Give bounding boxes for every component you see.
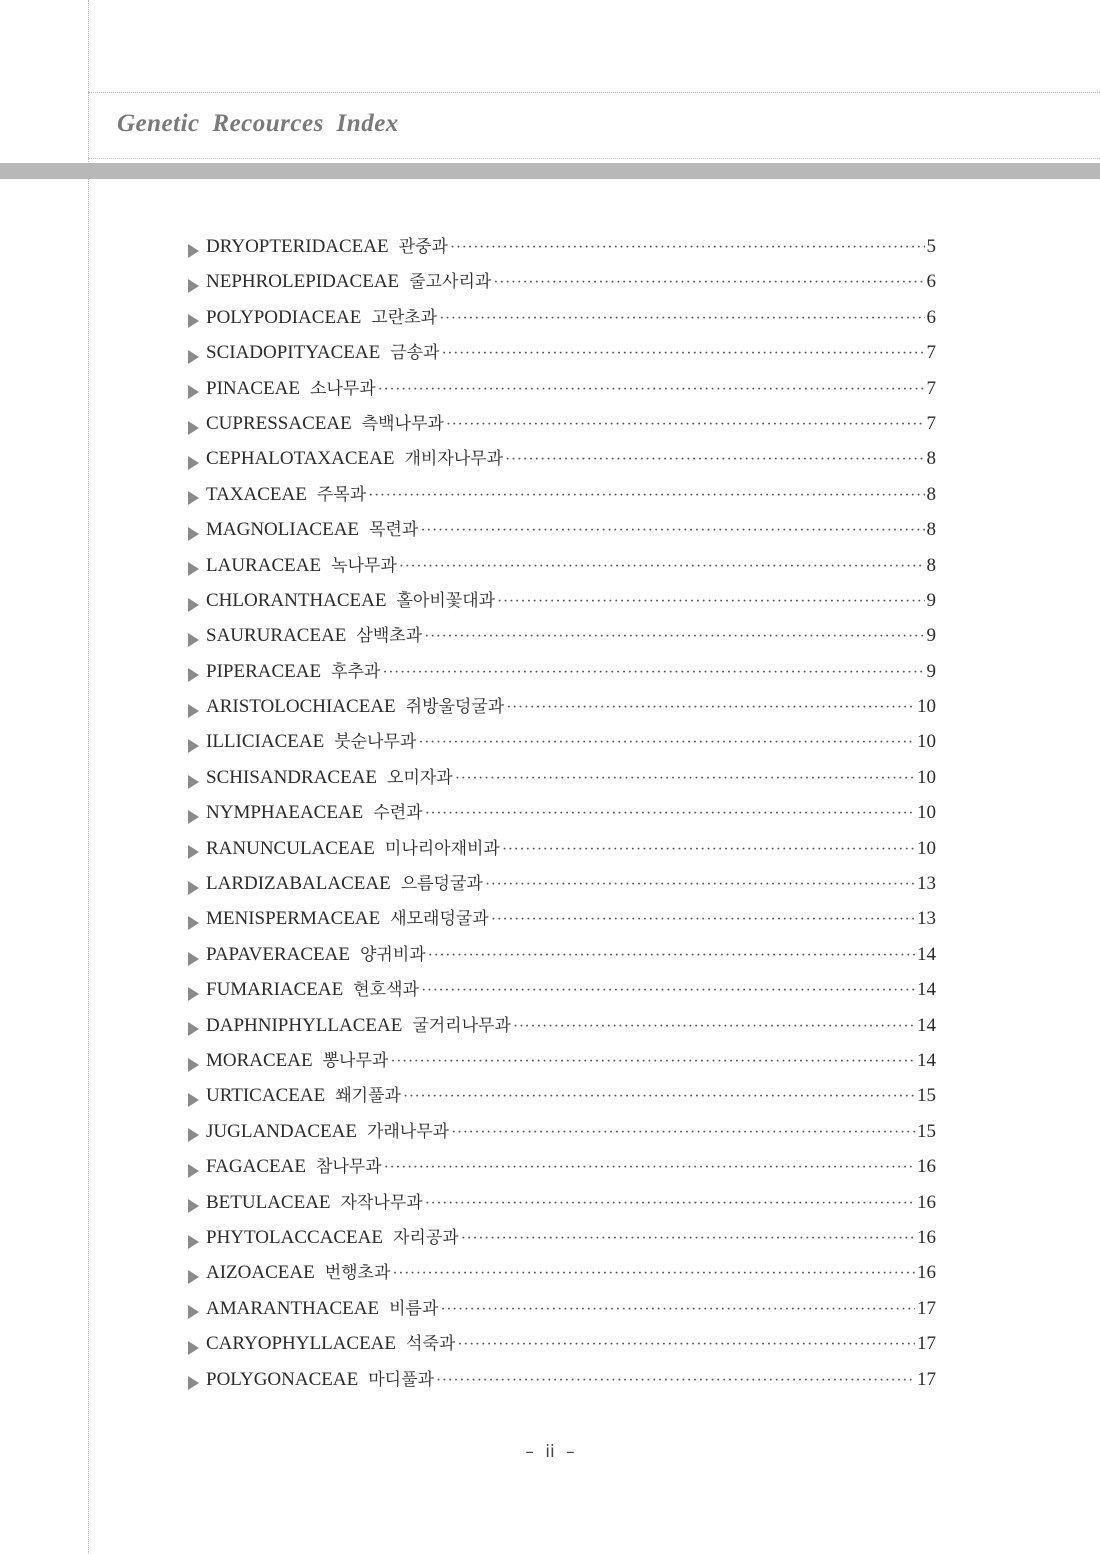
family-latin-name: NYMPHAEACEAE [206, 802, 364, 824]
toc-page-number: 13 [917, 908, 936, 930]
dot-leader [382, 661, 924, 683]
triangle-bullet-icon [188, 987, 199, 1001]
triangle-bullet-icon [188, 1270, 199, 1284]
family-latin-name: POLYPODIACEAE [206, 306, 362, 328]
family-latin-name: CEPHALOTAXACEAE [206, 448, 395, 470]
family-korean-name: 새모래덩굴과 [390, 909, 489, 930]
family-latin-name: MORACEAE [206, 1049, 313, 1071]
family-korean-name: 붓순나무과 [334, 732, 417, 753]
dot-leader [392, 1262, 915, 1284]
toc-entry[interactable] [188, 551, 936, 586]
toc-entry[interactable] [188, 1152, 936, 1187]
toc-entry[interactable] [188, 480, 936, 515]
toc-entry[interactable] [188, 904, 936, 939]
toc-page-number: 7 [926, 412, 936, 434]
family-latin-name: RANUNCULACEAE [206, 837, 375, 859]
triangle-bullet-icon [188, 1305, 199, 1319]
toc-page-number: 16 [917, 1156, 936, 1178]
family-korean-name: 주목과 [316, 484, 367, 505]
family-latin-name: NEPHROLEPIDACEAE [206, 271, 400, 293]
family-latin-name: SAURURACEAE [206, 625, 347, 647]
triangle-bullet-icon [188, 527, 199, 541]
triangle-bullet-icon [188, 491, 199, 505]
dot-leader [440, 1298, 915, 1320]
family-latin-name: MENISPERMACEAE [206, 908, 381, 930]
toc-entry[interactable] [188, 409, 936, 444]
triangle-bullet-icon [188, 598, 199, 612]
toc-entry[interactable] [188, 1258, 936, 1293]
family-korean-name: 후추과 [331, 661, 381, 682]
toc-page-number: 6 [926, 271, 936, 293]
triangle-bullet-icon [188, 775, 199, 789]
family-latin-name: PIPERACEAE [206, 660, 322, 682]
triangle-bullet-icon [188, 633, 199, 647]
toc-entry[interactable] [188, 1081, 936, 1116]
dot-leader [378, 378, 925, 400]
toc-entry[interactable] [188, 692, 936, 727]
toc-page-number: 6 [926, 306, 936, 328]
margin-line-vertical [88, 0, 89, 1554]
toc-entry[interactable] [188, 727, 936, 762]
triangle-bullet-icon [188, 314, 199, 328]
family-latin-name: PAPAVERACEAE [206, 943, 350, 965]
family-korean-name: 현호색과 [353, 980, 419, 1001]
toc-entry[interactable] [188, 232, 936, 267]
family-latin-name: BETULACEAE [206, 1191, 331, 1213]
family-latin-name: POLYGONACEAE [206, 1368, 359, 1390]
family-korean-name: 참나무과 [315, 1157, 382, 1178]
dot-leader [513, 1015, 915, 1037]
dot-leader [390, 1050, 915, 1072]
family-korean-name: 마디풀과 [368, 1369, 434, 1390]
toc-page-number: 8 [926, 448, 936, 470]
toc-page-number: 9 [926, 660, 936, 682]
toc-page-number: 7 [926, 377, 936, 399]
toc-page-number: 10 [917, 731, 936, 753]
triangle-bullet-icon [188, 562, 199, 576]
toc-entry[interactable] [188, 763, 936, 798]
triangle-bullet-icon [188, 385, 199, 399]
family-korean-name: 비름과 [389, 1298, 439, 1319]
triangle-bullet-icon [188, 810, 199, 824]
dot-leader [420, 519, 924, 541]
family-latin-name: SCHISANDRACEAE [206, 766, 378, 788]
toc-page-number: 15 [917, 1085, 936, 1107]
family-korean-name: 수련과 [373, 803, 423, 824]
toc-page-number: 10 [917, 766, 936, 788]
family-latin-name: JUGLANDACEAE [206, 1120, 357, 1142]
toc-page-number: 10 [917, 696, 936, 718]
family-korean-name: 자작나무과 [340, 1192, 423, 1213]
family-latin-name: DAPHNIPHYLLACEAE [206, 1014, 403, 1036]
toc-entry[interactable] [188, 1117, 936, 1152]
family-korean-name: 으름덩굴과 [400, 874, 483, 895]
dot-leader [451, 1121, 915, 1143]
family-korean-name: 녹나무과 [331, 555, 397, 576]
dot-leader [428, 944, 915, 966]
family-korean-name: 소나무과 [309, 378, 376, 399]
family-korean-name: 석죽과 [406, 1334, 456, 1355]
dot-leader [505, 448, 924, 470]
family-latin-name: PHYTOLACCACEAE [206, 1226, 383, 1248]
family-latin-name: SCIADOPITYACEAE [206, 342, 381, 364]
triangle-bullet-icon [188, 350, 199, 364]
triangle-bullet-icon [188, 421, 199, 435]
toc-page-number: 16 [917, 1226, 936, 1248]
toc-entry[interactable] [188, 374, 936, 409]
toc-page-number: 9 [926, 589, 936, 611]
family-latin-name: PINACEAE [206, 377, 300, 399]
dot-leader [506, 696, 915, 718]
family-latin-name: ARISTOLOCHIACEAE [206, 696, 396, 718]
triangle-bullet-icon [188, 1022, 199, 1036]
family-korean-name: 관중과 [398, 237, 448, 257]
family-latin-name: FUMARIACEAE [206, 979, 344, 1001]
table-of-contents [188, 232, 936, 1400]
toc-page-number: 15 [917, 1120, 936, 1142]
toc-entry[interactable] [188, 798, 936, 833]
toc-page-number: 7 [926, 342, 936, 364]
toc-page-number: 14 [917, 1049, 936, 1071]
toc-page-number: 13 [917, 873, 936, 895]
triangle-bullet-icon [188, 1164, 199, 1178]
triangle-bullet-icon [188, 456, 199, 470]
family-korean-name: 목련과 [369, 520, 419, 541]
triangle-bullet-icon [188, 952, 199, 966]
toc-entry[interactable] [188, 444, 936, 479]
dot-leader [368, 484, 924, 506]
toc-page-number: 16 [917, 1262, 936, 1284]
toc-entry[interactable] [188, 1329, 936, 1364]
triangle-bullet-icon [188, 916, 199, 930]
toc-page-number: 9 [926, 625, 936, 647]
triangle-bullet-icon [188, 1058, 199, 1072]
toc-entry[interactable] [188, 515, 936, 550]
family-korean-name: 뽕나무과 [322, 1050, 389, 1071]
dot-leader [425, 802, 915, 824]
toc-entry[interactable] [188, 1011, 936, 1046]
dot-leader [450, 236, 925, 258]
family-korean-name: 가래나무과 [366, 1121, 450, 1142]
triangle-bullet-icon [188, 244, 199, 258]
dot-leader [441, 342, 924, 364]
family-korean-name: 줄고사리과 [409, 272, 492, 293]
triangle-bullet-icon [188, 668, 199, 682]
dot-leader [455, 767, 915, 789]
family-latin-name: FAGACEAE [206, 1156, 306, 1178]
triangle-bullet-icon [188, 704, 199, 718]
family-korean-name: 측백나무과 [361, 413, 444, 434]
dot-leader [421, 979, 915, 1001]
toc-entry[interactable] [188, 657, 936, 692]
header-rule-top [88, 92, 1100, 93]
dot-leader [384, 1156, 915, 1178]
family-latin-name: LAURACEAE [206, 554, 322, 576]
family-latin-name: DRYOPTERIDACEAE [206, 236, 389, 257]
family-korean-name: 홀아비꽃대과 [396, 590, 496, 611]
family-korean-name: 쥐방울덩굴과 [405, 697, 505, 718]
dot-leader [399, 555, 925, 577]
dot-leader [461, 1227, 915, 1249]
toc-page-number: 14 [917, 943, 936, 965]
toc-page-number: 17 [917, 1333, 936, 1355]
family-korean-name: 자리공과 [393, 1227, 459, 1248]
toc-page-number: 16 [917, 1191, 936, 1213]
triangle-bullet-icon [188, 1199, 199, 1213]
triangle-bullet-icon [188, 1128, 199, 1142]
dot-leader [424, 625, 924, 647]
toc-page-number: 8 [926, 519, 936, 541]
dot-leader [446, 413, 925, 435]
family-korean-name: 양귀비과 [359, 944, 426, 965]
family-latin-name: CHLORANTHACEAE [206, 589, 387, 611]
triangle-bullet-icon [188, 845, 199, 859]
dot-leader [403, 1085, 915, 1107]
dot-leader [497, 590, 924, 612]
toc-entry[interactable] [188, 834, 936, 869]
family-latin-name: LARDIZABALACEAE [206, 873, 391, 895]
toc-entry[interactable] [188, 338, 936, 373]
family-korean-name: 삼백초과 [356, 626, 423, 647]
toc-entry[interactable] [188, 975, 936, 1010]
family-korean-name: 미나리아재비과 [384, 838, 500, 859]
toc-page-number: 14 [917, 1014, 936, 1036]
family-korean-name: 고란초과 [371, 307, 438, 328]
family-korean-name: 오미자과 [387, 767, 453, 788]
toc-entry[interactable] [188, 1188, 936, 1223]
dot-leader [425, 1192, 915, 1214]
family-korean-name: 개비자나무과 [404, 449, 504, 470]
dot-leader [502, 838, 915, 860]
dot-leader [493, 271, 924, 293]
triangle-bullet-icon [188, 1341, 199, 1355]
dot-leader [491, 908, 915, 930]
family-korean-name: 굴거리나무과 [412, 1015, 511, 1036]
toc-entry[interactable] [188, 303, 936, 338]
dot-leader [436, 1369, 915, 1391]
triangle-bullet-icon [188, 279, 199, 293]
triangle-bullet-icon [188, 881, 199, 895]
family-korean-name: 쐐기풀과 [335, 1086, 401, 1107]
family-korean-name: 금송과 [390, 343, 440, 364]
toc-page-number: 8 [926, 554, 936, 576]
toc-page-number: 8 [926, 483, 936, 505]
family-latin-name: AMARANTHACEAE [206, 1297, 380, 1319]
toc-page-number: 10 [917, 802, 936, 824]
dot-leader [439, 307, 924, 329]
family-latin-name: URTICACEAE [206, 1085, 326, 1107]
toc-entry[interactable] [188, 1046, 936, 1081]
family-latin-name: MAGNOLIACEAE [206, 519, 360, 541]
dot-leader [457, 1333, 915, 1355]
toc-entry[interactable] [188, 1365, 936, 1400]
triangle-bullet-icon [188, 1376, 199, 1390]
family-latin-name: CUPRESSACEAE [206, 412, 352, 434]
toc-entry[interactable] [188, 267, 936, 302]
toc-page-number: 17 [917, 1368, 936, 1390]
toc-entry[interactable] [188, 621, 936, 656]
family-latin-name: TAXACEAE [206, 483, 307, 505]
toc-page-number: 17 [917, 1297, 936, 1319]
toc-entry[interactable] [188, 1294, 936, 1329]
page-number: – ii – [525, 1442, 575, 1462]
page-title: Genetic Recources Index [117, 110, 399, 137]
header-rule-bottom [88, 158, 1100, 159]
triangle-bullet-icon [188, 1235, 199, 1249]
triangle-bullet-icon [188, 739, 199, 753]
dot-leader [418, 731, 915, 753]
header-band [0, 163, 1100, 179]
dot-leader [485, 873, 915, 895]
family-latin-name: CARYOPHYLLACEAE [206, 1333, 397, 1355]
family-latin-name: AIZOACEAE [206, 1262, 315, 1284]
triangle-bullet-icon [188, 1093, 199, 1107]
family-korean-name: 번행초과 [324, 1263, 391, 1284]
toc-page-number: 14 [917, 979, 936, 1001]
toc-entry[interactable] [188, 869, 936, 904]
toc-page-number: 10 [917, 837, 936, 859]
toc-entry[interactable] [188, 586, 936, 621]
family-latin-name: ILLICIACEAE [206, 731, 325, 753]
toc-entry[interactable] [188, 1223, 936, 1258]
toc-page-number: 5 [926, 236, 936, 257]
toc-entry[interactable] [188, 940, 936, 975]
